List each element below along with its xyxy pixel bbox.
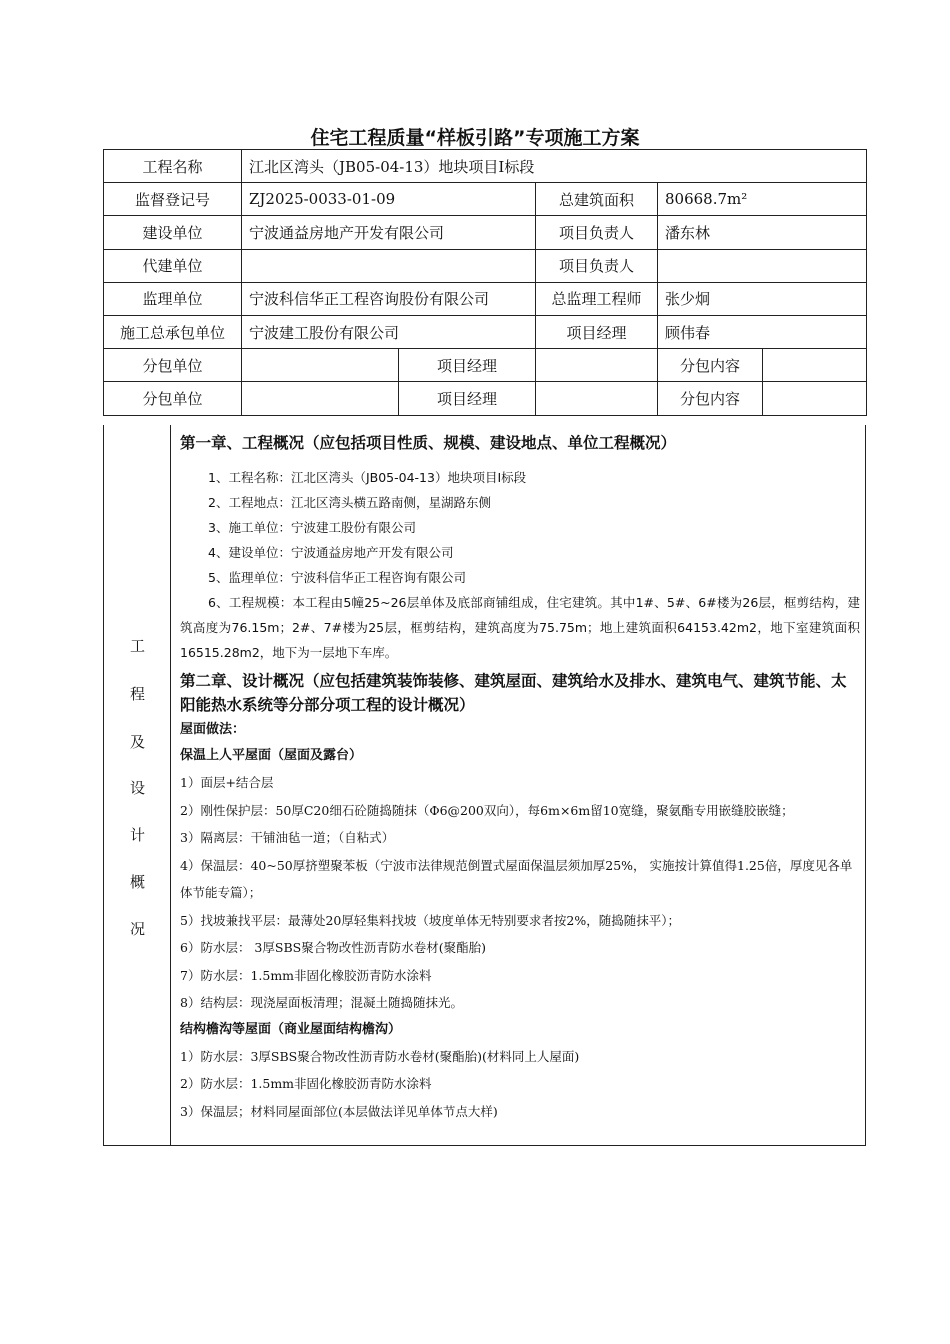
side-char: 程 [129,685,145,703]
project-manager-value: 顾伟春 [658,315,867,348]
sub-pm-value [536,349,658,382]
list-item: 1）防水层：3厚SBS聚合物改性沥青防水卷材(聚酯胎)(材料同上人屋面) [180,1048,580,1064]
list-item: 3）隔离层：干铺油毡一道；（自粘式） [180,830,395,845]
side-char: 及 [129,733,145,751]
roof-type-1-heading: 保温上人平屋面（屋面及露台） [180,748,363,763]
chapter-2-title: 第二章、设计概况（应包括建筑装饰装修、建筑屋面、建筑给水及排水、建筑电气、建筑节能、太阳能热水系统等分部分项工程的设计概况） [180,672,847,714]
side-char: 况 [129,920,145,938]
overview-content [180,431,860,1125]
sub-pm-value [536,382,658,415]
table-row [104,349,867,382]
side-char: 计 [129,826,145,844]
sub-content-label: 分包内容 [658,382,763,415]
chief-supervisor-value: 张少炯 [658,282,867,315]
subcontractor-label: 分包单位 [104,382,242,415]
side-char: 工 [129,637,145,655]
list-item: 1）面层+结合层 [180,775,274,790]
table-row [104,315,867,348]
sub-content-value [763,349,867,382]
table-row [104,249,867,282]
list-item: 6）防水层： 3厚SBS聚合物改性沥青防水卷材(聚酯胎) [180,940,486,955]
table-row [104,216,867,249]
supervision-reg-label: 监督登记号 [104,183,242,216]
list-item: 5、监理单位：宁波科信华正工程咨询有限公司 [208,570,466,585]
list-item: 2）刚性保护层：50厚C20细石砼随捣随抹（Φ6@200双向），每6m×6m留10宽缝，聚氨酯专用嵌缝胶嵌缝； [180,802,794,818]
chief-supervisor-label: 总监理工程师 [536,282,658,315]
sub-content-value [763,382,867,415]
list-item: 7）防水层：1.5mm非固化橡胶沥青防水涂料 [180,967,432,983]
overview-section [103,425,866,1146]
general-contractor-value: 宁波建工股份有限公司 [242,315,536,348]
agent-builder-label: 代建单位 [104,249,242,282]
project-info-table [103,149,867,416]
project-name-label: 工程名称 [104,150,242,183]
project-manager-label: 项目经理 [536,315,658,348]
list-item: 4）保温层：40~50厚挤塑聚苯板（宁波市法律规范倒置式屋面保温层须加厚25%， 实施按计算值得1.25倍，厚度见各单体节能专篇）； [180,857,853,900]
supervision-reg-value: ZJ2025-0033-01-09 [242,183,536,216]
subcontractor-value [242,349,399,382]
supervisor-value: 宁波科信华正工程咨询股份有限公司 [242,282,536,315]
list-item: 8）结构层：现浇屋面板清理；混凝土随捣随抹光。 [180,995,463,1010]
project-leader-label-2: 项目负责人 [536,249,658,282]
total-area-value: 80668.7m² [658,183,867,216]
document-title: 住宅工程质量“样板引路”专项施工方案 [310,127,640,149]
builder-value: 宁波通益房地产开发有限公司 [242,216,536,249]
sub-pm-label: 项目经理 [399,349,536,382]
list-item: 2、工程地点：江北区湾头横五路南侧，星湖路东侧 [208,495,491,510]
project-leader-value-2 [658,249,867,282]
sub-pm-label: 项目经理 [399,382,536,415]
list-item: 3）保温层；材料同屋面部位(本层做法详见单体节点大样) [180,1103,498,1119]
table-row [104,382,867,415]
subcontractor-label: 分包单位 [104,349,242,382]
subcontractor-value [242,382,399,415]
sub-content-label: 分包内容 [658,349,763,382]
project-scale-paragraph: 6、工程规模：本工程由5幢25~26层单体及底部商铺组成，住宅建筑。其中1#、5#、6#楼为26层，框剪结构，建筑高度为76.15m；2#、7#楼为25层，框剪结构，建筑高度为75.75m；地上建筑面积64153.42m2，地下室建筑面积16515.28m2，地下为一层地下车库。 [180,595,860,660]
agent-builder-value [242,249,536,282]
project-leader-label: 项目负责人 [536,216,658,249]
roof-type-2-heading: 结构檐沟等屋面（商业屋面结构檐沟） [180,1021,402,1037]
table-row [104,150,867,183]
table-row [104,282,867,315]
builder-label: 建设单位 [104,216,242,249]
general-contractor-label: 施工总承包单位 [104,315,242,348]
list-item: 5）找坡兼找平层：最薄处20厚轻集料找坡（坡度单体无特别要求者按2%，随捣随抹平）； [180,912,680,928]
overview-side-label [104,425,171,1145]
project-name-value: 江北区湾头（JB05-04-13）地块项目Ⅰ标段 [242,150,867,183]
side-char: 概 [129,873,145,891]
list-item: 2）防水层：1.5mm非固化橡胶沥青防水涂料 [180,1076,432,1091]
list-item: 1、工程名称：江北区湾头（JB05-04-13）地块项目Ⅰ标段 [208,470,527,485]
list-item: 3、施工单位：宁波建工股份有限公司 [208,520,416,535]
list-item: 4、建设单位：宁波通益房地产开发有限公司 [208,545,454,560]
roof-heading: 屋面做法： [180,722,246,737]
table-row [104,183,867,216]
total-area-label: 总建筑面积 [536,183,658,216]
side-char: 设 [129,779,145,797]
chapter-1-title: 第一章、工程概况（应包括项目性质、规模、建设地点、单位工程概况） [180,434,677,452]
project-leader-value: 潘东林 [658,216,867,249]
supervisor-label: 监理单位 [104,282,242,315]
